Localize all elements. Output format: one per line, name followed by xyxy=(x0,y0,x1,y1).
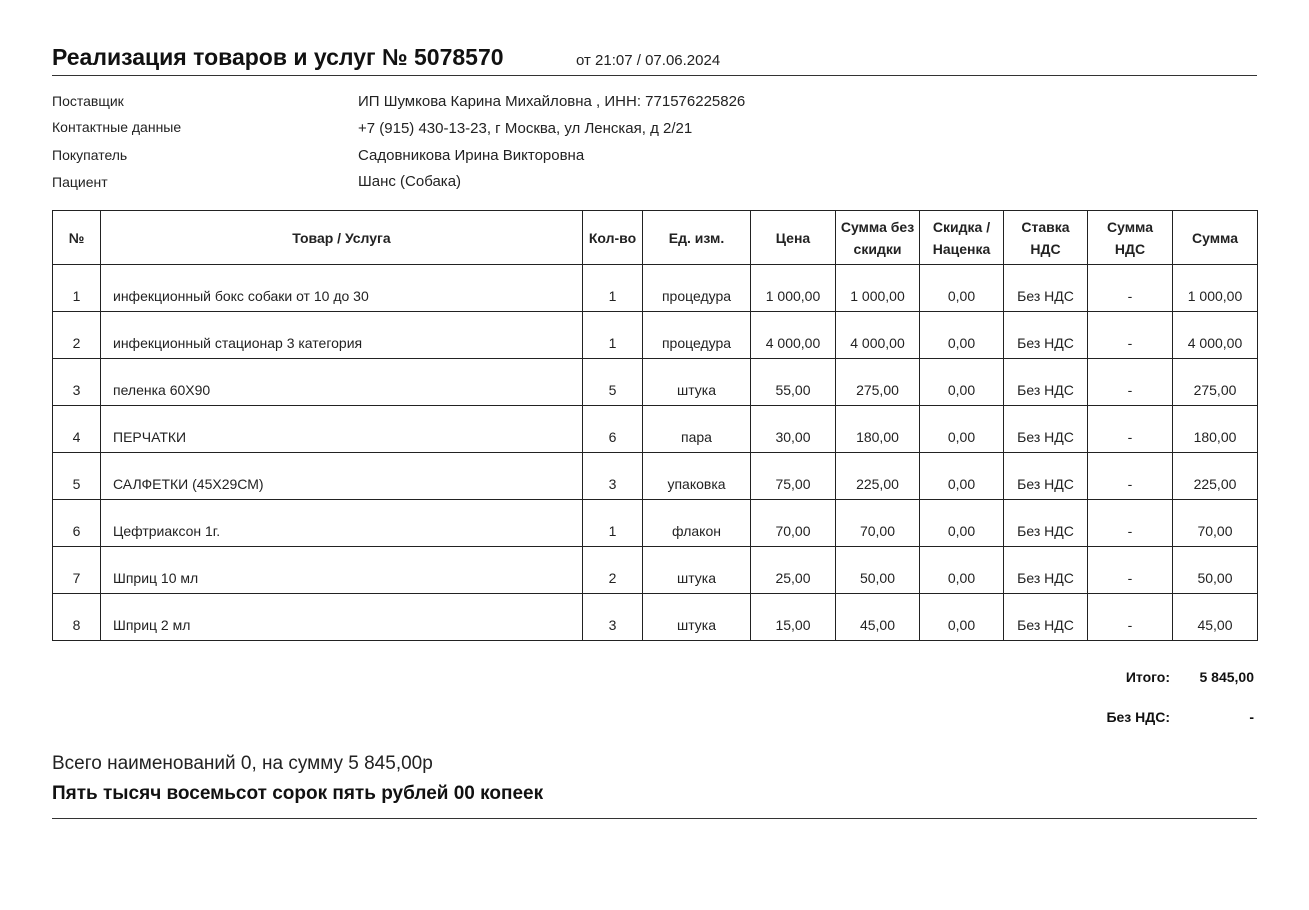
row-price: 70,00 xyxy=(751,500,836,547)
header-total: Сумма xyxy=(1173,211,1258,265)
row-unit: процедура xyxy=(643,265,751,312)
row-price: 75,00 xyxy=(751,453,836,500)
row-name: Шприц 2 мл xyxy=(101,594,583,641)
row-qty: 5 xyxy=(583,359,643,406)
vat-total-value: - xyxy=(1249,709,1254,725)
row-name: Шприц 10 мл xyxy=(101,547,583,594)
row-total: 4 000,00 xyxy=(1173,312,1258,359)
row-sum-no-discount: 275,00 xyxy=(836,359,920,406)
table-row xyxy=(53,312,1258,359)
table-row xyxy=(53,594,1258,641)
row-name: ПЕРЧАТКИ xyxy=(101,406,583,453)
row-discount: 0,00 xyxy=(920,453,1004,500)
document-header xyxy=(52,40,1257,76)
row-num: 8 xyxy=(53,594,101,641)
row-discount: 0,00 xyxy=(920,547,1004,594)
supplier-label: Поставщик xyxy=(52,93,124,109)
row-unit: штука xyxy=(643,359,751,406)
row-qty: 1 xyxy=(583,312,643,359)
row-discount: 0,00 xyxy=(920,406,1004,453)
row-vat-rate: Без НДС xyxy=(1004,453,1088,500)
row-qty: 1 xyxy=(583,265,643,312)
row-qty: 1 xyxy=(583,500,643,547)
document-title: Реализация товаров и услуг № 5078570 xyxy=(52,44,504,70)
row-vat-rate: Без НДС xyxy=(1004,594,1088,641)
vat-total-label: Без НДС: xyxy=(1106,709,1170,725)
row-num: 7 xyxy=(53,547,101,594)
row-num: 4 xyxy=(53,406,101,453)
row-sum-no-discount: 70,00 xyxy=(836,500,920,547)
items-summary: Всего наименований 0, на сумму 5 845,00р xyxy=(52,753,433,774)
row-unit: штука xyxy=(643,594,751,641)
document-date: от 21:07 / 07.06.2024 xyxy=(576,52,721,69)
row-qty: 3 xyxy=(583,594,643,641)
row-num: 3 xyxy=(53,359,101,406)
row-total: 225,00 xyxy=(1173,453,1258,500)
row-discount: 0,00 xyxy=(920,312,1004,359)
row-price: 15,00 xyxy=(751,594,836,641)
table-row xyxy=(53,406,1258,453)
row-num: 1 xyxy=(53,265,101,312)
header-num: № xyxy=(53,211,101,265)
row-unit: штука xyxy=(643,547,751,594)
row-name: пеленка 60Х90 xyxy=(101,359,583,406)
row-vat-sum: - xyxy=(1088,453,1173,500)
row-vat-rate: Без НДС xyxy=(1004,312,1088,359)
row-vat-sum: - xyxy=(1088,359,1173,406)
row-total: 180,00 xyxy=(1173,406,1258,453)
header-qty: Кол-во xyxy=(583,211,643,265)
row-name: инфекционный стационар 3 категория xyxy=(101,312,583,359)
row-vat-sum: - xyxy=(1088,547,1173,594)
contacts-value: +7 (915) 430-13-23, г Москва, ул Ленская, д 2/21 xyxy=(358,120,693,137)
row-vat-sum: - xyxy=(1088,265,1173,312)
row-sum-no-discount: 225,00 xyxy=(836,453,920,500)
row-vat-rate: Без НДС xyxy=(1004,547,1088,594)
header-name: Товар / Услуга xyxy=(101,211,583,265)
supplier-value: ИП Шумкова Карина Михайловна , ИНН: 771576225826 xyxy=(358,93,746,110)
row-discount: 0,00 xyxy=(920,359,1004,406)
row-name: Цефтриаксон 1г. xyxy=(101,500,583,547)
row-num: 2 xyxy=(53,312,101,359)
row-total: 50,00 xyxy=(1173,547,1258,594)
row-sum-no-discount: 180,00 xyxy=(836,406,920,453)
table-row xyxy=(53,547,1258,594)
row-price: 4 000,00 xyxy=(751,312,836,359)
row-total: 45,00 xyxy=(1173,594,1258,641)
row-name: САЛФЕТКИ (45Х29СМ) xyxy=(101,453,583,500)
row-total: 275,00 xyxy=(1173,359,1258,406)
row-total: 70,00 xyxy=(1173,500,1258,547)
patient-label: Пациент xyxy=(52,174,108,190)
buyer-value: Садовникова Ирина Викторовна xyxy=(358,147,585,164)
row-discount: 0,00 xyxy=(920,500,1004,547)
table-row xyxy=(53,359,1258,406)
items-table xyxy=(52,210,1258,641)
row-num: 5 xyxy=(53,453,101,500)
row-unit: флакон xyxy=(643,500,751,547)
row-discount: 0,00 xyxy=(920,594,1004,641)
contacts-label: Контактные данные xyxy=(52,119,182,135)
row-sum-no-discount: 45,00 xyxy=(836,594,920,641)
row-vat-sum: - xyxy=(1088,312,1173,359)
header-discount: Скидка / Наценка xyxy=(920,211,1004,265)
row-unit: пара xyxy=(643,406,751,453)
row-vat-sum: - xyxy=(1088,500,1173,547)
row-qty: 2 xyxy=(583,547,643,594)
row-vat-sum: - xyxy=(1088,406,1173,453)
row-vat-rate: Без НДС xyxy=(1004,500,1088,547)
table-row xyxy=(53,265,1258,312)
header-sum-no-discount: Сумма без скидки xyxy=(836,211,920,265)
row-unit: упаковка xyxy=(643,453,751,500)
row-vat-rate: Без НДС xyxy=(1004,406,1088,453)
row-discount: 0,00 xyxy=(920,265,1004,312)
table-row xyxy=(53,500,1258,547)
table-header-row xyxy=(53,211,1258,265)
header-unit: Ед. изм. xyxy=(643,211,751,265)
header-price: Цена xyxy=(751,211,836,265)
row-num: 6 xyxy=(53,500,101,547)
row-name: инфекционный бокс собаки от 10 до 30 xyxy=(101,265,583,312)
row-vat-rate: Без НДС xyxy=(1004,359,1088,406)
table-row xyxy=(53,453,1258,500)
row-sum-no-discount: 4 000,00 xyxy=(836,312,920,359)
row-price: 55,00 xyxy=(751,359,836,406)
row-vat-sum: - xyxy=(1088,594,1173,641)
total-value: 5 845,00 xyxy=(1199,669,1254,685)
header-vat-rate: Ставка НДС xyxy=(1004,211,1088,265)
row-price: 1 000,00 xyxy=(751,265,836,312)
row-vat-rate: Без НДС xyxy=(1004,265,1088,312)
patient-value: Шанс (Собака) xyxy=(358,173,462,190)
row-sum-no-discount: 1 000,00 xyxy=(836,265,920,312)
row-price: 30,00 xyxy=(751,406,836,453)
row-sum-no-discount: 50,00 xyxy=(836,547,920,594)
buyer-label: Покупатель xyxy=(52,147,128,163)
row-qty: 6 xyxy=(583,406,643,453)
amount-in-words: Пять тысяч восемьсот сорок пять рублей 00 копеек xyxy=(52,783,544,804)
row-total: 1 000,00 xyxy=(1173,265,1258,312)
total-label: Итого: xyxy=(1125,669,1170,685)
row-qty: 3 xyxy=(583,453,643,500)
header-vat-sum: Сумма НДС xyxy=(1088,211,1173,265)
row-price: 25,00 xyxy=(751,547,836,594)
row-unit: процедура xyxy=(643,312,751,359)
bottom-divider xyxy=(52,818,1257,819)
